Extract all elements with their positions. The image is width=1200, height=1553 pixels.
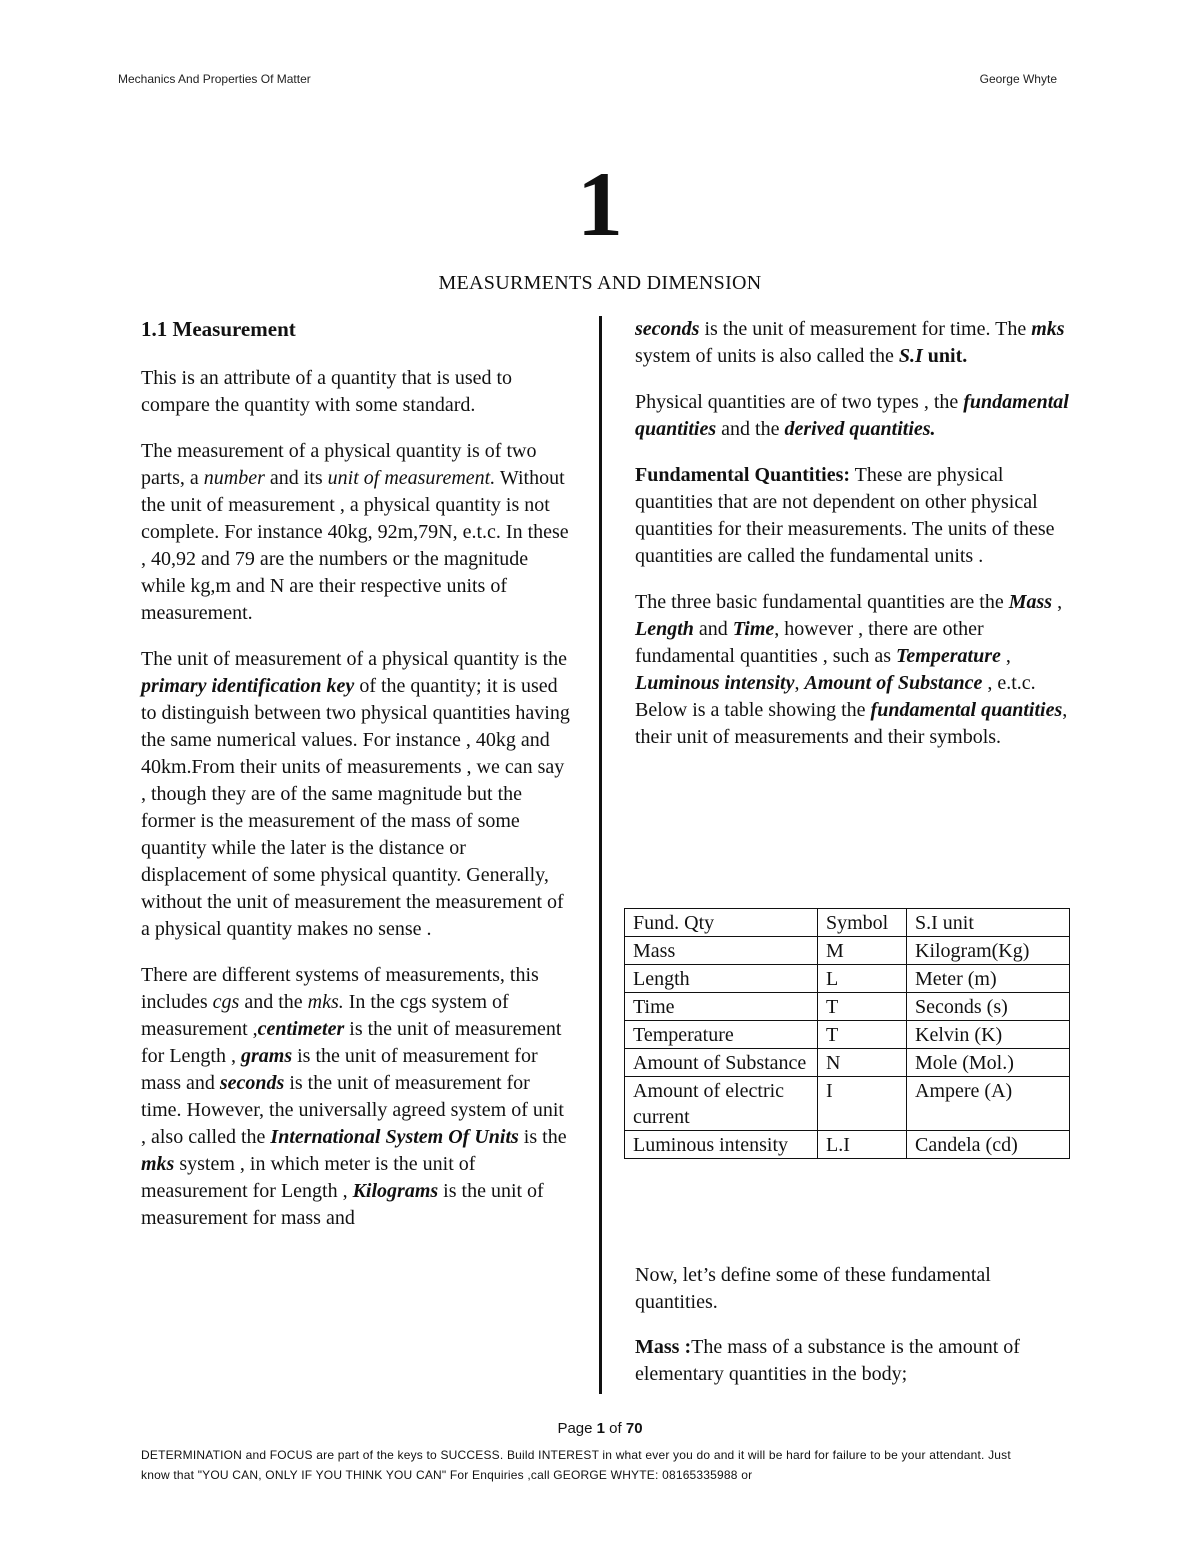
left-column: [141, 316, 571, 1251]
table-cell: M: [818, 937, 907, 965]
text-run: In the cgs system of measurement ,: [141, 991, 509, 1040]
paragraph-si-unit: [635, 316, 1075, 370]
text-run-bold-italic: derived quantities.: [784, 418, 936, 440]
paragraph-two-types: [635, 389, 1075, 443]
table-cell: L.I: [818, 1131, 907, 1159]
text-run: The unit of measurement of a physical quantity is the: [141, 648, 567, 670]
table-row: [625, 1021, 1070, 1049]
text-run: These are physical quantities that are not dependent on other physical quantities for their measurements. The units of these quantities are called the fundamental units .: [635, 464, 1055, 567]
text-run: and: [693, 618, 733, 640]
table-cell: Temperature: [625, 1021, 818, 1049]
paragraph-parts: [141, 438, 571, 627]
paragraph-mass-definition: [635, 1334, 1075, 1388]
text-run: and the: [239, 991, 308, 1013]
table-cell: L: [818, 965, 907, 993]
text-run-bold-italic: Amount of Substance: [804, 672, 983, 694]
text-run: and its: [264, 467, 328, 489]
text-run: , their unit of measurements and their symbols.: [635, 699, 1068, 748]
text-run-bold-italic: grams: [240, 1045, 293, 1067]
paragraph-define-intro: Now, let’s define some of these fundamental quantities.: [635, 1264, 991, 1313]
text-run-bold-italic: Mass: [1008, 591, 1053, 613]
right-column: [635, 316, 1075, 770]
text-run: ,: [1000, 645, 1011, 667]
text-run-italic: number: [203, 467, 265, 489]
text-run-italic: cgs: [212, 991, 240, 1013]
text-run-bold-italic: Time: [732, 618, 775, 640]
page-of-label: of: [605, 1420, 626, 1437]
text-run: The measurement of a physical quantity is of two parts, a: [141, 440, 537, 489]
text-run: The three basic fundamental quantities are the: [635, 591, 1009, 613]
text-run: Physical quantities are of two types , the: [635, 391, 964, 413]
table-cell: Kelvin (K): [907, 1021, 1070, 1049]
table-cell: Luminous intensity: [625, 1131, 818, 1159]
text-run-bold-italic: International System Of Units: [270, 1126, 519, 1148]
text-run-bold-italic: Length: [635, 618, 694, 640]
table-cell: I: [818, 1077, 907, 1131]
text-run-bold-italic: Luminous intensity: [635, 672, 795, 694]
table-row: [625, 1131, 1070, 1159]
table-cell: Amount of Substance: [625, 1049, 818, 1077]
table-cell: Seconds (s): [907, 993, 1070, 1021]
text-run: Without the unit of measurement , a physical quantity is not complete. For instance 40kg, 92m,79N, e.t.c. In these , 40,92 and 79 are the numbers or the magnitude while kg,m and N are their respective units of measurement.: [141, 467, 569, 624]
text-run-bold: unit.: [922, 345, 968, 367]
text-run: system of units is also called the: [635, 345, 899, 367]
text-run: is the unit of measurement for time. The: [699, 318, 1032, 340]
table-cell: T: [818, 993, 907, 1021]
text-run-bold-italic: Temperature: [896, 645, 1001, 667]
text-run-italic: unit of measurement.: [327, 467, 496, 489]
page-label: Page: [557, 1420, 597, 1437]
table-cell: Mole (Mol.): [907, 1049, 1070, 1077]
chapter-number: 1: [577, 153, 623, 255]
right-column-after-table: [635, 1262, 1075, 1406]
text-run-bold-italic: mks: [141, 1153, 175, 1175]
text-run-bold-italic: primary identification key: [141, 675, 355, 697]
text-run: is the unit of measurement for mass and: [141, 1180, 544, 1229]
page-number: [0, 1420, 1200, 1437]
table-cell: T: [818, 1021, 907, 1049]
total-pages: 70: [625, 1420, 643, 1437]
text-run: ,: [794, 672, 805, 694]
text-run-bold-italic: seconds: [635, 318, 700, 340]
paragraph-fundamental-quantities: [635, 462, 1075, 570]
text-run: The mass of a substance is the amount of elementary quantities in the body;: [635, 1336, 1020, 1385]
text-run: of the quantity; it is used to distinguish between two physical quantities having the same numerical values. For instance , 40kg and 40km.From their units of measurements , we can say , though they are of the same magnitude but the former is the measurement of the mass of some quantity while the later is the distance or displacement of some physical quantity. Generally, without the unit of measurement the measurement of a physical quantity makes no sense .: [141, 675, 570, 940]
text-run-bold-italic: fundamental quantities: [635, 391, 1069, 440]
text-run: , however , there are other fundamental quantities , such as: [635, 618, 984, 667]
text-run: system , in which meter is the unit of measurement for Length ,: [141, 1153, 476, 1202]
text-run: and the: [716, 418, 785, 440]
header-author: George Whyte: [979, 72, 1057, 86]
chapter-title: MEASURMENTS AND DIMENSION: [438, 272, 762, 294]
table-header-cell: Symbol: [818, 909, 907, 937]
text-run-bold: Fundamental Quantities:: [635, 464, 851, 486]
table-cell: Ampere (A): [907, 1077, 1070, 1131]
column-divider: [599, 316, 602, 1394]
table-cell: Length: [625, 965, 818, 993]
current-page: 1: [596, 1420, 605, 1437]
paragraph-basic-quantities: [635, 589, 1075, 751]
footer-note: DETERMINATION and FOCUS are part of the keys to SUCCESS. Build INTEREST in what ever you do and it will be hard for failure to be your attendant. Just know that "YOU CAN, ONLY IF YOU THINK YOU CAN" For Enquiries ,call GEORGE WHYTE: 08165335988 or: [141, 1448, 1011, 1482]
table-cell: Kilogram(Kg): [907, 937, 1070, 965]
table-row: [625, 937, 1070, 965]
table-cell: Time: [625, 993, 818, 1021]
text-run-bold-italic: S.I: [898, 345, 923, 367]
text-run-bold-italic: seconds: [219, 1072, 285, 1094]
text-run-bold-italic: Kilograms: [352, 1180, 439, 1202]
paragraph-definition: This is an attribute of a quantity that is used to compare the quantity with some standard.: [141, 367, 513, 416]
text-run-bold-italic: centimeter: [257, 1018, 345, 1040]
fundamental-quantities-table: [624, 908, 1070, 1159]
table-header-row: [625, 909, 1070, 937]
table-row: [625, 1049, 1070, 1077]
section-heading: 1.1 Measurement: [141, 317, 296, 341]
table-row: [625, 993, 1070, 1021]
table-header-cell: Fund. Qty: [625, 909, 818, 937]
text-run-bold: Mass :: [635, 1336, 692, 1358]
table-cell: Candela (cd): [907, 1131, 1070, 1159]
table-cell: Mass: [625, 937, 818, 965]
text-run: is the unit of measurement for time. However, the universally agreed system of unit , also called the: [141, 1072, 564, 1148]
table-row: [625, 965, 1070, 993]
text-run-bold-italic: mks: [1031, 318, 1065, 340]
text-run: There are different systems of measurements, this includes: [141, 964, 539, 1013]
text-run-bold-italic: fundamental quantities: [870, 699, 1063, 721]
text-run: is the unit of measurement for Length ,: [141, 1018, 562, 1067]
table-cell: Amount of electric current: [625, 1077, 818, 1131]
table-cell: Meter (m): [907, 965, 1070, 993]
table-row: [625, 1077, 1070, 1131]
text-run-italic: mks.: [307, 991, 344, 1013]
table-cell: N: [818, 1049, 907, 1077]
paragraph-systems: [141, 962, 571, 1232]
header-book-title: Mechanics And Properties Of Matter: [118, 72, 311, 86]
table-header-cell: S.I unit: [907, 909, 1070, 937]
text-run: is the: [518, 1126, 567, 1148]
paragraph-identification-key: [141, 646, 571, 943]
text-run: , e.t.c. Below is a table showing the: [635, 672, 1036, 721]
text-run: is the unit of measurement for mass and: [141, 1045, 538, 1094]
text-run: ,: [1052, 591, 1063, 613]
